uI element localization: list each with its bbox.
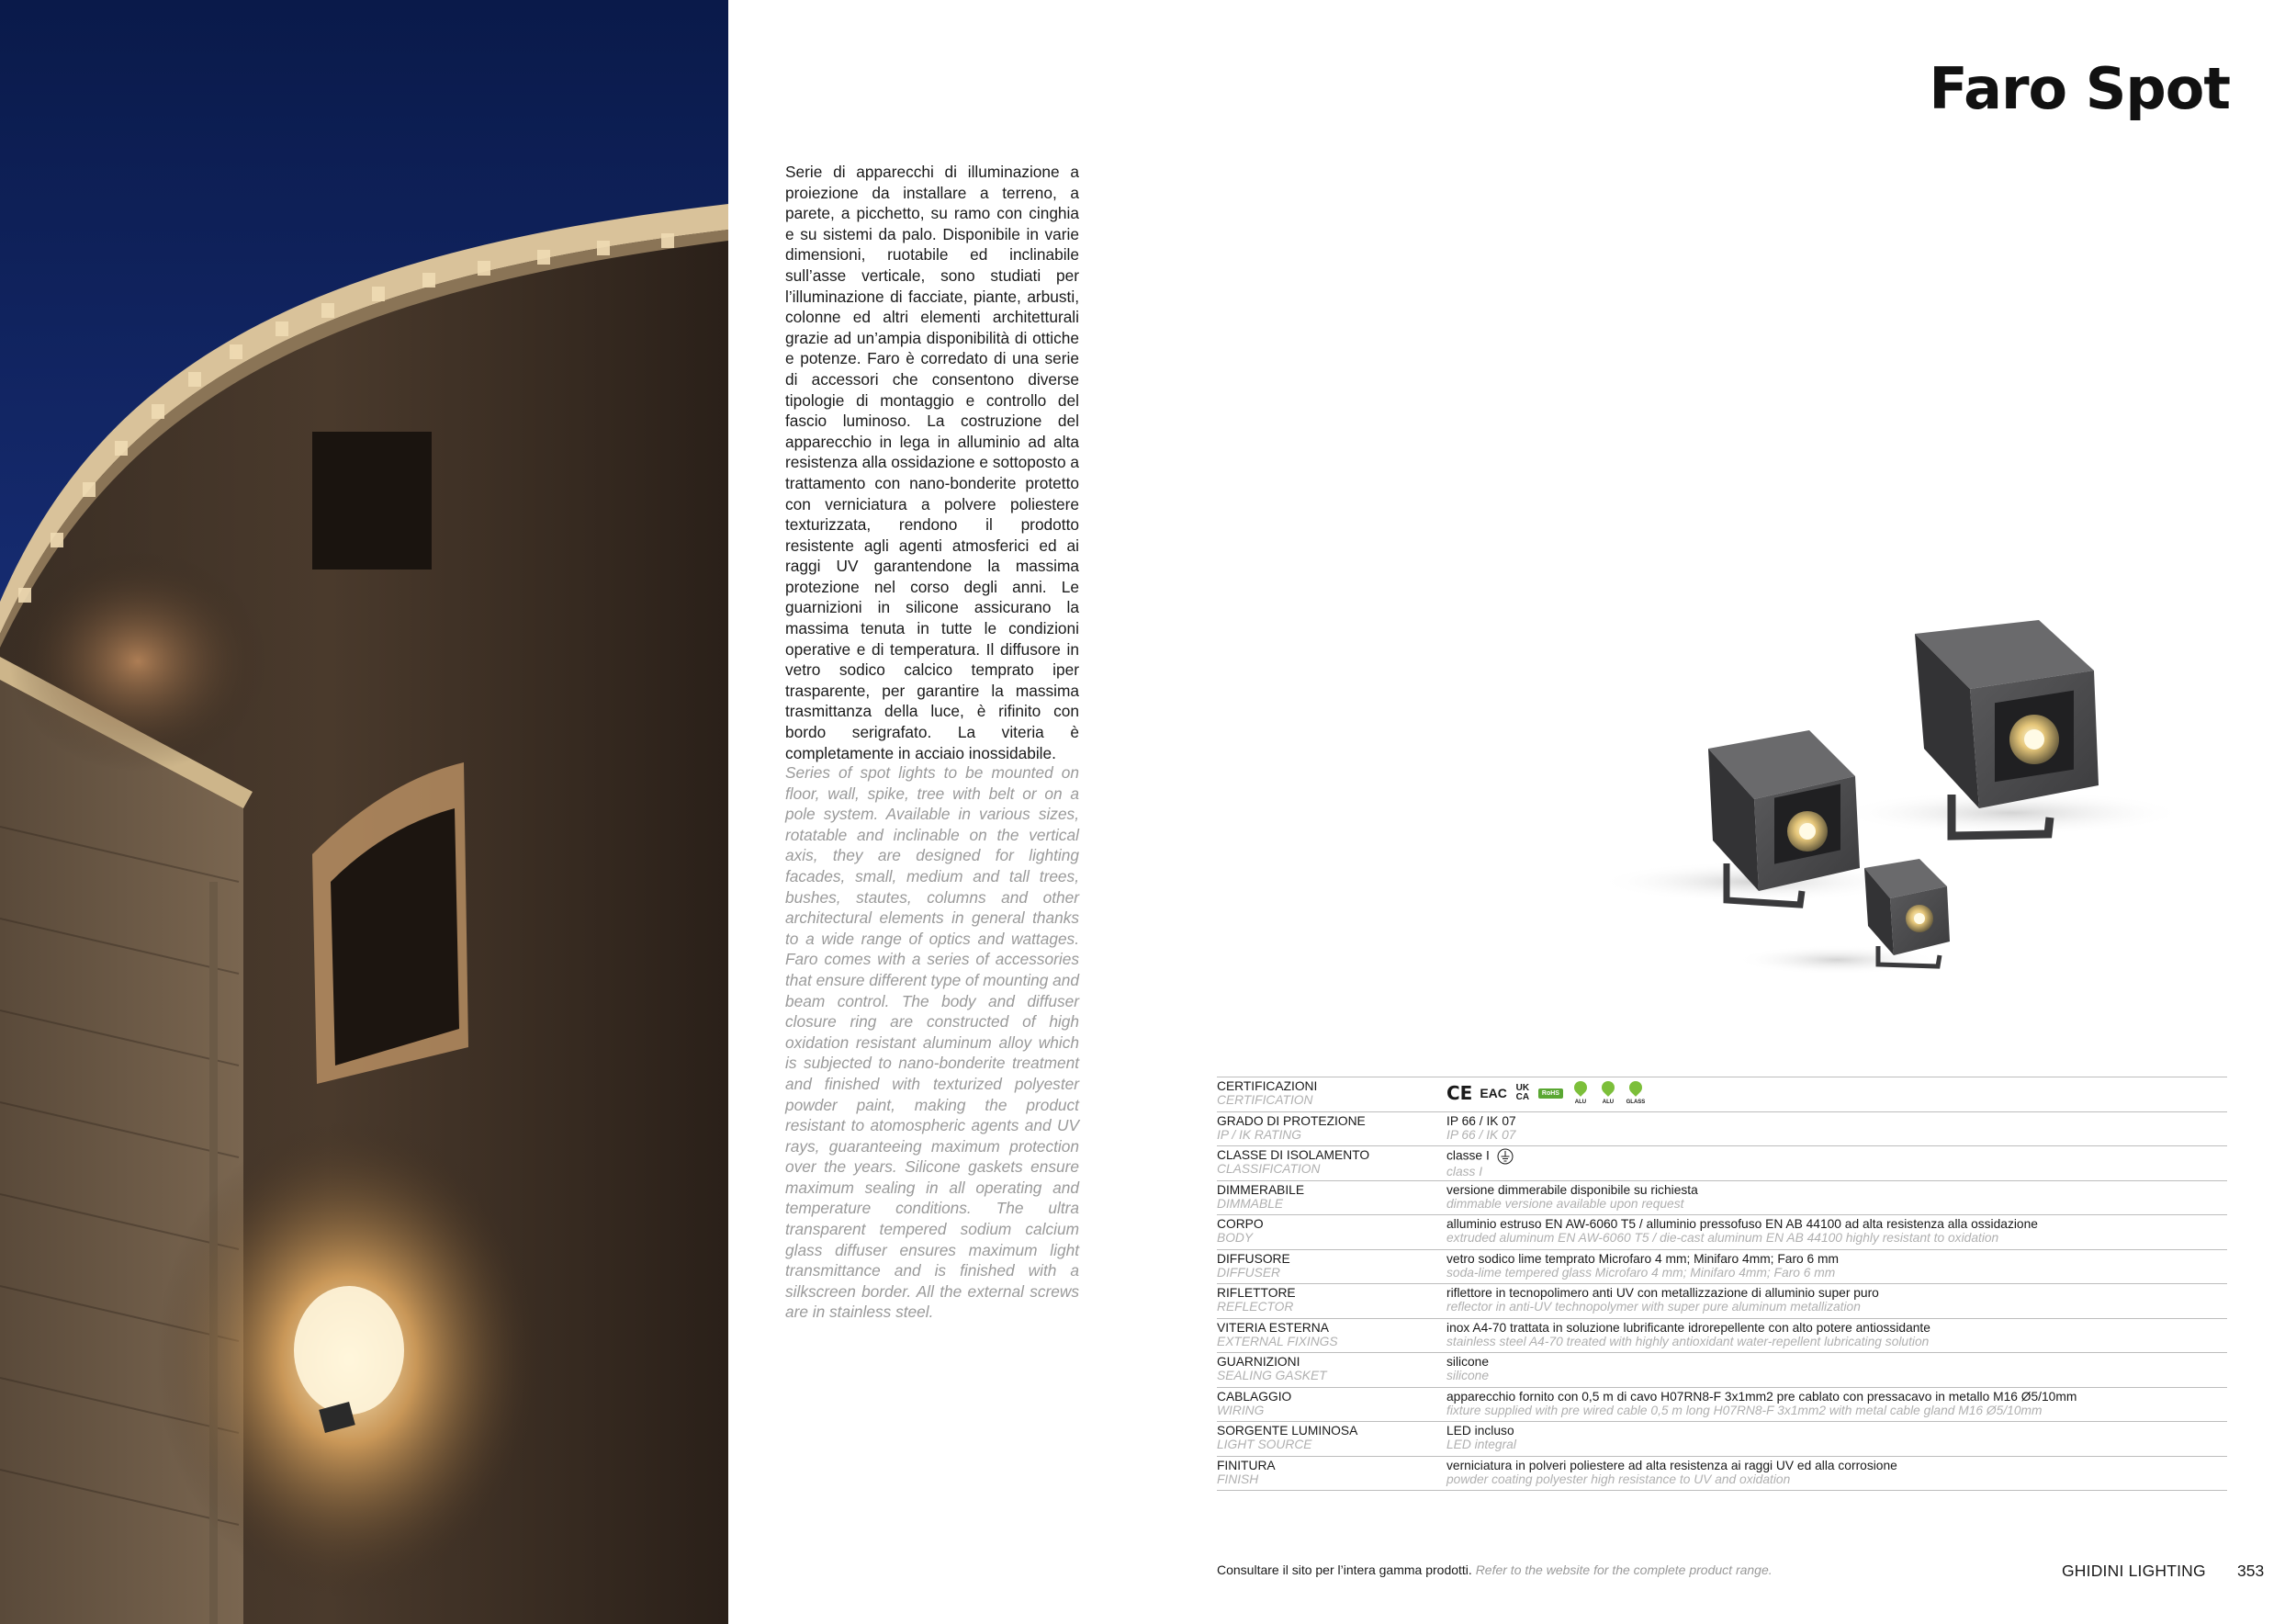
- recycle-alu-icon: ALU: [1570, 1081, 1591, 1105]
- spec-row-wiring: [1217, 1388, 2227, 1423]
- spec-label-it: CORPO: [1217, 1217, 1264, 1231]
- spec-label-it: CABLAGGIO: [1217, 1389, 1292, 1404]
- spec-label-it: RIFLETTORE: [1217, 1286, 1296, 1300]
- spec-label-en: REFLECTOR: [1217, 1300, 1294, 1314]
- spec-value-en: class I: [1446, 1165, 1483, 1179]
- spec-value-en: extruded aluminum EN AW-6060 T5 / die-cast aluminum EN AB 44100 highly resistant to oxidation: [1446, 1231, 1999, 1245]
- recycle-alu-icon: ALU: [1598, 1081, 1618, 1105]
- description-italian: Serie di apparecchi di illuminazione a proiezione da installare a terreno, a parete, a picchetto, su ramo con cinghia e su sistemi da palo. Disponibile in varie dimensioni, ruotabile ed inclinabile sull’asse verticale, sono studiati per l’illuminazione di facciate, piante, arbusti, colonne ed altri elementi architetturali grazie ad un’ampia disponibilità di ottiche e potenze. Faro è corredato di una serie di accessori che consentono diverse tipologie di montaggio e controllo del fascio luminoso. La costruzione del apparecchio in lega in alluminio ad alta resistenza alla ossidazione e sottoposto a trattamento con nano-bonderite protetto con verniciatura a polvere poliestere texturizzata, rendono il prodotto resistente agli agenti atmosferici ed ai raggi UV garantendone la massima protezione nel corso degli anni. Le guarnizioni in silicone assicurano la massima tenuta in tutte le condizioni operative e di temperatura. Il diffusore in vetro sodico calcico temprato iper trasparente, per garantire la massima trasmittanza della luce, è rifinito con bordo serigrafato. La viteria è completamente in acciaio inossidabile.: [785, 163, 1079, 762]
- spec-row-insulation: [1217, 1146, 2227, 1181]
- earth-ground-icon: [1497, 1148, 1514, 1165]
- spec-label-en: EXTERNAL FIXINGS: [1217, 1334, 1338, 1348]
- rohs-mark-icon: RoHS: [1538, 1088, 1563, 1099]
- spec-label-it: VITERIA ESTERNA: [1217, 1320, 1329, 1335]
- spec-value-it: versione dimmerabile disponibile su richiesta: [1446, 1182, 1698, 1197]
- spec-value-it: LED incluso: [1446, 1424, 1514, 1438]
- spec-value-it: apparecchio fornito con 0,5 m di cavo H07RN8-F 3x1mm2 pre cablato con pressacavo in metallo M16 Ø5/10mm: [1446, 1389, 2077, 1404]
- spec-row-gasket: [1217, 1353, 2227, 1388]
- spec-value-en: reflector in anti-UV technopolymer with super pure aluminum metallization: [1446, 1300, 1861, 1314]
- night-building-illustration: [0, 0, 728, 1624]
- certification-marks: [1446, 1079, 2227, 1107]
- spec-label-it: GUARNIZIONI: [1217, 1355, 1300, 1369]
- product-render: [1561, 588, 2186, 992]
- spec-value-en: soda-lime tempered glass Microfaro 4 mm; Minifaro 4mm; Faro 6 mm: [1446, 1265, 1836, 1280]
- specs-table: [1217, 1077, 2227, 1491]
- spec-label-it: SORGENTE LUMINOSA: [1217, 1424, 1358, 1438]
- footer-note-en: Refer to the website for the complete product range.: [1475, 1562, 1773, 1577]
- spec-label-en: WIRING: [1217, 1403, 1265, 1417]
- spec-label: [1217, 1079, 1446, 1111]
- footer-note-it: Consultare il sito per l’intera gamma prodotti.: [1217, 1562, 1472, 1577]
- spec-label-it: CERTIFICAZIONI: [1217, 1079, 1318, 1093]
- spec-label-en: IP / IK RATING: [1217, 1127, 1301, 1142]
- spec-row-light-source: [1217, 1422, 2227, 1457]
- brand-name: GHIDINI LIGHTING: [2062, 1562, 2206, 1580]
- spec-label-en: LIGHT SOURCE: [1217, 1438, 1312, 1451]
- spec-row-body: [1217, 1215, 2227, 1250]
- eac-mark-icon: EAC: [1480, 1086, 1507, 1100]
- spec-row-diffuser: [1217, 1250, 2227, 1285]
- spec-label-it: DIMMERABILE: [1217, 1182, 1305, 1197]
- spec-label-it: FINITURA: [1217, 1458, 1276, 1472]
- spec-label-en: CLASSIFICATION: [1217, 1162, 1321, 1176]
- spec-label-it: DIFFUSORE: [1217, 1251, 1290, 1266]
- spec-value-it: riflettore in tecnopolimero anti UV con metallizzazione di alluminio super puro: [1446, 1286, 1879, 1300]
- spec-row-external-fixings: [1217, 1319, 2227, 1354]
- spec-label-en: FINISH: [1217, 1472, 1259, 1486]
- spec-value-it: IP 66 / IK 07: [1446, 1113, 1516, 1128]
- ukca-mark-icon: UK CA: [1515, 1083, 1530, 1102]
- recycle-glass-icon: GLASS: [1626, 1081, 1646, 1105]
- spec-value-en: dimmable versione available upon request: [1446, 1196, 1684, 1211]
- spec-label-en: BODY: [1217, 1231, 1254, 1245]
- spec-label-en: CERTIFICATION: [1217, 1093, 1313, 1107]
- spec-value-it: inox A4-70 trattata in soluzione lubrificante idrorepellente con alto potere antiossidante: [1446, 1320, 1930, 1335]
- spec-value-it: vetro sodico lime temprato Microfaro 4 mm; Minifaro 4mm; Faro 6 mm: [1446, 1251, 1840, 1266]
- spec-value-it: silicone: [1446, 1355, 1490, 1369]
- spec-value-en: stainless steel A4-70 treated with highly antioxidant water-repellent lubricating solution: [1446, 1334, 1930, 1348]
- spec-row-protection: [1217, 1112, 2227, 1147]
- small-fixture: [1864, 859, 1950, 966]
- spec-value-en: fixture supplied with pre wired cable 0,5 m long H07RN8-F 3x1mm2 with metal cable gland M16 Ø5/10mm: [1446, 1403, 2043, 1417]
- footer-note: [1217, 1562, 1773, 1577]
- spec-label-en: DIFFUSER: [1217, 1265, 1280, 1280]
- page-number: 353: [2237, 1562, 2265, 1580]
- spec-value-en: powder coating polyester high resistance to UV and oxidation: [1446, 1472, 1791, 1486]
- spec-label-it: GRADO DI PROTEZIONE: [1217, 1113, 1366, 1128]
- spec-value-en: silicone: [1446, 1369, 1490, 1382]
- spec-label-en: DIMMABLE: [1217, 1196, 1284, 1211]
- spec-value-it: alluminio estruso EN AW-6060 T5 / alluminio pressofuso EN AB 44100 ad alta resistenza alla ossidazione: [1446, 1217, 2038, 1231]
- spec-value-en: IP 66 / IK 07: [1446, 1127, 1516, 1142]
- spec-value-it: verniciatura in polveri poliestere ad alta resistenza ai raggi UV ed alla corrosione: [1446, 1458, 1897, 1472]
- spec-row-finish: [1217, 1457, 2227, 1492]
- spec-row-reflector: [1217, 1284, 2227, 1319]
- page-title: Faro Spot: [1929, 55, 2230, 122]
- faro-spot-fixtures-illustration: [1561, 588, 2186, 992]
- description-english: Series of spot lights to be mounted on floor, wall, spike, tree with belt or on a pole system. Available in various sizes, rotatable and inclinable on the vertical axis, they are designed for lighting facades, small, medium and tall trees, bushes, stautes, columns and other architectural elements in general thanks to a wide range of optics and wattages. Faro comes with a series of accessories that ensure different type of mounting and beam control. The body and diffuser closure ring are constructed of high oxidation resistant aluminum alloy which is subjected to nano-bonderite treatment and finished with texturized polyester powder paint, making the product resistant to atomospheric agents and UV rays, guaranteeing maximum protection over the years. Silicone gaskets ensure maximum sealing in all operating and temperature conditions. The ultra transparent tempered sodium calcium glass diffuser ensures maximum light transmittance and is finished with a silkscreen border. All the external screws are in stainless steel.: [785, 763, 1079, 1322]
- spec-row-dimmable: [1217, 1181, 2227, 1216]
- spec-label-it: CLASSE DI ISOLAMENTO: [1217, 1148, 1370, 1162]
- spec-value-en: LED integral: [1446, 1438, 1516, 1451]
- spec-label-en: SEALING GASKET: [1217, 1369, 1327, 1382]
- building-photo: [0, 0, 728, 1624]
- spec-value-it: classe I: [1446, 1148, 1490, 1163]
- spec-row-certifications: [1217, 1077, 2227, 1112]
- ce-mark-icon: CE: [1446, 1082, 1473, 1104]
